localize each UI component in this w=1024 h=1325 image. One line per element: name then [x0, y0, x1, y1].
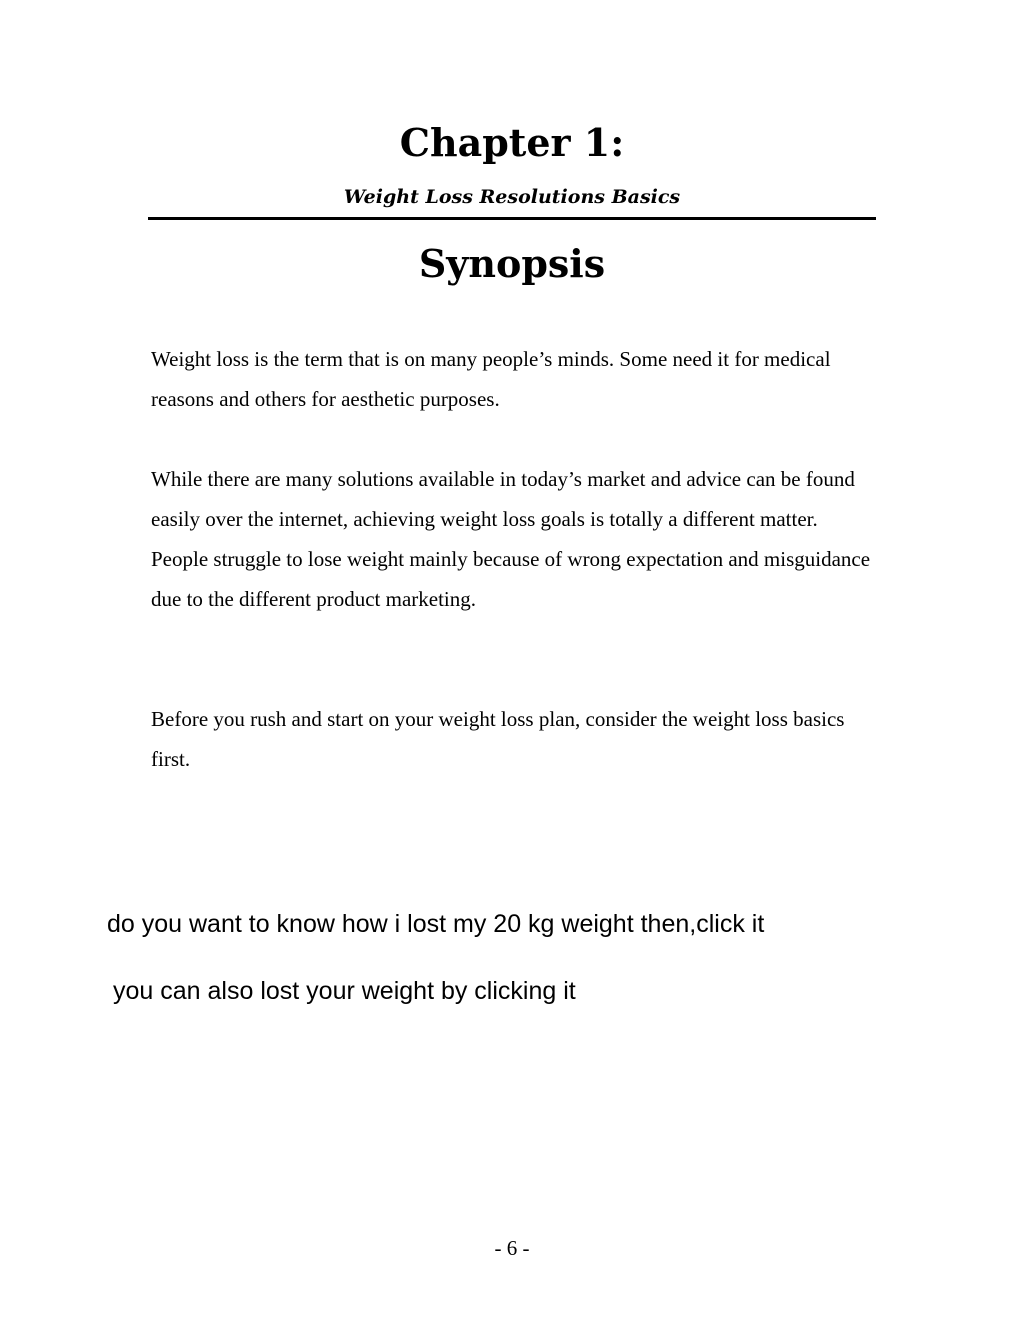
lose-weight-link[interactable]: you can also lost your weight by clicking it: [113, 977, 576, 1005]
paragraph-solutions: While there are many solutions available in today’s market and advice can be found easily over the internet, achieving weight loss goals is totally a different matter. People struggle to lose weight mainly because of wrong expectation and misguidance due to the different product marketing.: [151, 467, 871, 611]
weight-loss-link[interactable]: do you want to know how i lost my 20 kg weight then,click it: [107, 910, 765, 938]
title-divider: [148, 217, 876, 220]
page-number: - 6 -: [494, 1236, 530, 1260]
section-title: Synopsis: [418, 241, 606, 286]
paragraph-basics: Before you rush and start on your weight loss plan, consider the weight loss basics first.: [151, 707, 845, 771]
chapter-subtitle: Weight Loss Resolutions Basics: [343, 186, 681, 208]
chapter-title: Chapter 1:: [399, 120, 625, 165]
paragraph-intro: Weight loss is the term that is on many people’s minds. Some need it for medical reasons and others for aesthetic purposes.: [151, 347, 831, 411]
